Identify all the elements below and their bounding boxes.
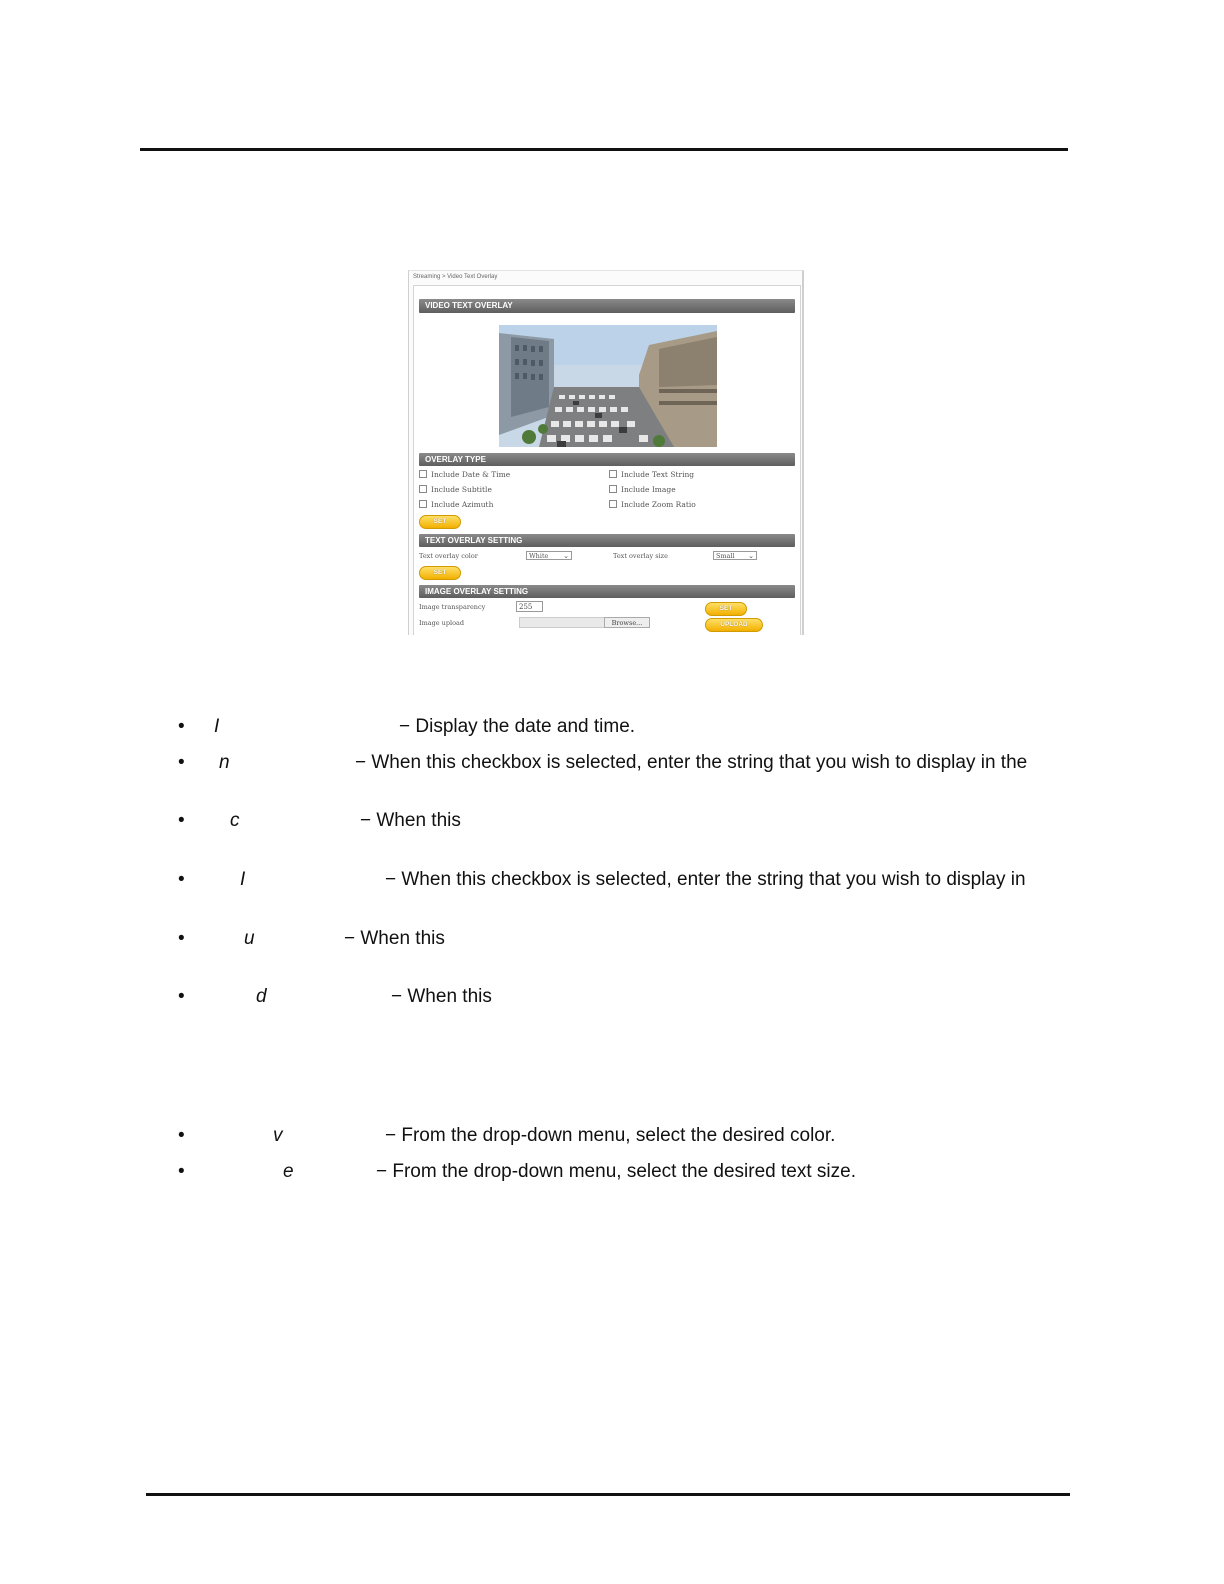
video-text-overlay-screenshot [408,270,804,635]
camera-preview-image [499,325,717,447]
bullet-marker: • [178,986,185,1007]
section-header-text-overlay-setting: TEXT OVERLAY SETTING [419,534,795,547]
bullet-term: n [219,752,230,773]
bullet-marker: • [178,1125,185,1146]
bullet-marker: • [178,810,185,831]
include-azimuth-checkbox[interactable]: Include Azimuth [419,500,493,509]
bullet-marker: • [178,869,185,890]
bullet-marker: • [178,928,185,949]
image-upload-path-field[interactable] [519,617,605,628]
text-overlay-set-button[interactable]: SET [419,566,461,580]
bullet-term: d [256,986,267,1007]
bullet-term: u [244,928,255,949]
text-overlay-color-label: Text overlay color [419,552,478,560]
browse-button[interactable]: Browse... [604,617,650,628]
bullet-description: − From the drop-down menu, select the desired color. [385,1125,836,1146]
bullet-description: − When this checkbox is selected, enter the string that you wish to display in [385,869,1026,890]
footer-rule [146,1493,1070,1496]
bullet-description: − When this checkbox is selected, enter the string that you wish to display in the [355,752,1028,773]
bullet-term: e [283,1161,294,1182]
chevron-down-icon: ⌄ [748,552,754,560]
bullet-term: I [240,869,246,890]
bullet-marker: • [178,1161,185,1182]
include-text-string-checkbox[interactable]: Include Text String [609,470,694,479]
breadcrumb: Streaming > Video Text Overlay [413,274,498,280]
bullet-description: − Display the date and time. [399,716,636,737]
bullet-description: − When this [344,928,445,949]
section-header-video-text-overlay: VIDEO TEXT OVERLAY [419,299,795,313]
section-header-image-overlay-setting: IMAGE OVERLAY SETTING [419,585,795,598]
image-transparency-set-button[interactable]: SET [705,602,747,616]
image-upload-label: Image upload [419,619,465,627]
chevron-down-icon: ⌄ [563,552,569,560]
bullet-marker: • [178,716,185,737]
bullet-description: − When this [391,986,492,1007]
include-image-checkbox[interactable]: Include Image [609,485,676,494]
section-header-overlay-type: OVERLAY TYPE [419,453,795,466]
bullet-marker: • [178,752,185,773]
bullet-term: I [214,716,220,737]
text-overlay-color-select[interactable]: White ⌄ [526,551,572,560]
header-rule [140,148,1068,151]
bullet-description: − From the drop-down menu, select the desired text size. [376,1161,856,1182]
bullet-term: v [273,1125,283,1146]
image-transparency-label: Image transparency [419,603,486,611]
include-subtitle-checkbox[interactable]: Include Subtitle [419,485,492,494]
text-overlay-size-label: Text overlay size [613,552,668,560]
upload-button[interactable]: UPLOAD [705,618,763,632]
image-transparency-input[interactable]: 255 [516,601,543,612]
overlay-type-set-button[interactable]: SET [419,515,461,529]
text-overlay-size-select[interactable]: Small ⌄ [713,551,757,560]
bullet-description: − When this [360,810,461,831]
bullet-term: c [230,810,240,831]
include-zoom-ratio-checkbox[interactable]: Include Zoom Ratio [609,500,696,509]
include-date-time-checkbox[interactable]: Include Date & Time [419,470,510,479]
